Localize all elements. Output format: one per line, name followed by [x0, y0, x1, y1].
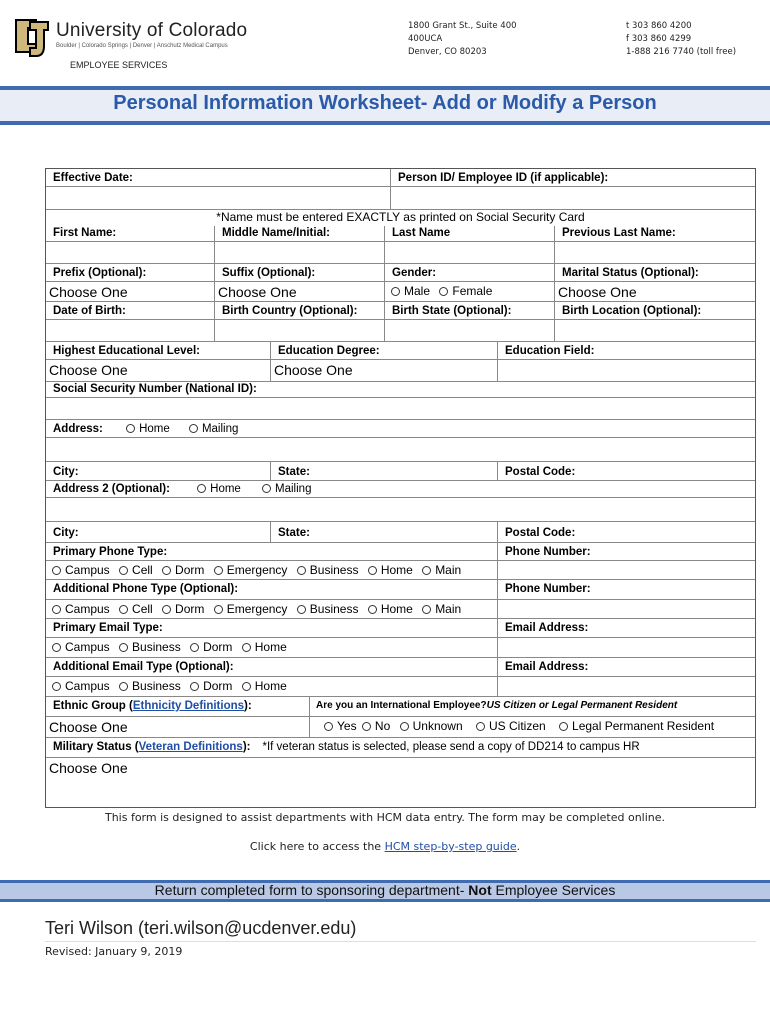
lpr-radio[interactable]: [559, 722, 568, 731]
department-name: EMPLOYEE SERVICES: [70, 60, 168, 70]
title-rule-bottom: [0, 121, 770, 125]
address2-mailing-radio[interactable]: [262, 484, 271, 493]
email-address-input[interactable]: [498, 638, 755, 657]
campus-list: Boulder | Colorado Springs | Denver | Anschutz Medical Campus: [56, 43, 228, 49]
suffix-label: Suffix (Optional):: [215, 264, 385, 281]
option-label: Home: [254, 640, 287, 654]
state-label: State:: [271, 462, 498, 480]
middle-name-input[interactable]: [215, 242, 385, 263]
ethnic-group-close: ):: [244, 700, 252, 712]
gender-male-label: Male: [404, 284, 431, 298]
address-mailing-label: Mailing: [201, 423, 239, 435]
intl-no-label: No: [374, 719, 391, 733]
option-label: Main: [435, 563, 462, 577]
option-label: Home: [380, 563, 413, 577]
hcm-guide-link[interactable]: HCM step-by-step guide: [384, 840, 517, 853]
military-status-select[interactable]: Choose One: [49, 760, 128, 776]
primary-email-type-label: Primary Email Type:: [46, 619, 498, 637]
postal-code-label: Postal Code:: [505, 466, 576, 478]
return-text-end: Employee Services: [491, 882, 616, 898]
email-address-label: Email Address:: [505, 622, 589, 634]
phone-line: t 303 860 4200: [626, 21, 692, 31]
option-label: Campus: [65, 679, 110, 693]
address-row: [46, 420, 755, 437]
address-line: Denver, CO 80203: [408, 47, 487, 57]
option-label: Emergency: [226, 602, 288, 616]
phone-number-label: Phone Number:: [505, 546, 591, 558]
option-label: Business: [132, 640, 181, 654]
addl-email-business-radio[interactable]: [119, 682, 128, 691]
guide-note-period: .: [516, 840, 521, 853]
intl-unknown-label: Unknown: [412, 719, 463, 733]
ethnic-group-select[interactable]: Choose One: [46, 717, 310, 737]
return-bold: Not: [468, 882, 492, 898]
ethnic-group-label: [46, 697, 310, 716]
postal-code2-label: Postal Code:: [505, 527, 576, 539]
contact-numbers: [626, 20, 736, 59]
birth-location-input[interactable]: [555, 320, 755, 341]
intl-question-text: Are you an International Employee?: [316, 700, 487, 711]
education-field-input[interactable]: [498, 360, 755, 381]
phone-dorm-radio[interactable]: [162, 566, 171, 575]
revised-date: Revised: January 9, 2019: [45, 945, 183, 958]
military-status-close: ):: [242, 741, 251, 753]
veteran-definitions-link[interactable]: Veteran Definitions: [138, 741, 243, 753]
additional-email-address-input[interactable]: [498, 677, 755, 696]
intl-yes-radio[interactable]: [324, 722, 333, 731]
form-description: This form is designed to assist departments with HCM data entry. The form may be completed online.: [104, 811, 666, 824]
email-home-radio[interactable]: [242, 643, 251, 652]
option-label: Home: [380, 602, 413, 616]
ssn-input[interactable]: [46, 398, 755, 419]
addl-email-campus-radio[interactable]: [52, 682, 61, 691]
option-label: Dorm: [203, 679, 233, 693]
highest-education-select[interactable]: Choose One: [46, 360, 271, 381]
first-name-label: First Name:: [46, 226, 215, 241]
option-label: Business: [309, 563, 359, 577]
primary-email-type-group: [46, 638, 498, 657]
option-label: Campus: [65, 563, 110, 577]
international-question: [310, 697, 755, 716]
military-status-row: [46, 738, 755, 757]
phone-business-radio[interactable]: [297, 566, 306, 575]
us-citizen-radio[interactable]: [476, 722, 485, 731]
suffix-select[interactable]: Choose One: [215, 282, 385, 301]
first-name-input[interactable]: [46, 242, 215, 263]
addl-phone-dorm-radio[interactable]: [162, 605, 171, 614]
additional-email-address-label: Email Address:: [505, 661, 589, 673]
university-name: University of Colorado: [56, 20, 248, 41]
dob-input[interactable]: [46, 320, 215, 341]
name-note: *Name must be entered EXACTLY as printed on Social Security Card: [216, 210, 585, 224]
address-home-radio[interactable]: [126, 424, 135, 433]
email-business-radio[interactable]: [119, 643, 128, 652]
addl-phone-home-radio[interactable]: [368, 605, 377, 614]
previous-last-name-input[interactable]: [555, 242, 755, 263]
us-citizen-label: US Citizen: [488, 719, 546, 733]
primary-phone-type-label: Primary Phone Type:: [46, 543, 498, 560]
divider: [45, 941, 756, 942]
page-title: Personal Information Worksheet- Add or Modify a Person: [113, 92, 657, 114]
gender-male-radio[interactable]: [391, 287, 400, 296]
email-campus-radio[interactable]: [52, 643, 61, 652]
gender-label: Gender:: [385, 264, 555, 281]
guide-note-text: Click here to access the: [249, 840, 385, 853]
return-text: Return completed form to sponsoring department-: [154, 882, 469, 898]
military-status-label: Military Status (: [53, 741, 139, 753]
address2-home-label: Home: [210, 483, 241, 495]
middle-name-label: Middle Name/Initial:: [215, 226, 385, 241]
address2-mailing-label: Mailing: [275, 483, 312, 495]
additional-email-type-group: [46, 677, 498, 696]
option-label: Campus: [65, 602, 110, 616]
primary-phone-type-group: [46, 561, 498, 579]
effective-date-input[interactable]: [46, 187, 391, 209]
birth-location-label: Birth Location (Optional):: [562, 305, 702, 317]
ethnic-group-text: Ethnic Group (: [53, 700, 133, 712]
prefix-select[interactable]: Choose One: [46, 282, 215, 301]
option-label: Dorm: [175, 563, 205, 577]
state2-label: State:: [271, 522, 498, 542]
addl-email-dorm-radio[interactable]: [190, 682, 199, 691]
tollfree-line: 1-888 216 7740 (toll free): [626, 47, 737, 57]
fax-line: f 303 860 4299: [626, 34, 692, 44]
phone-home-radio[interactable]: [368, 566, 377, 575]
additional-phone-number-label: Phone Number:: [505, 583, 591, 595]
addl-phone-campus-radio[interactable]: [52, 605, 61, 614]
option-label: Business: [132, 679, 181, 693]
additional-email-type-label: Additional Email Type (Optional):: [46, 658, 498, 676]
option-label: Cell: [132, 563, 153, 577]
option-label: Campus: [65, 640, 110, 654]
addl-phone-main-radio[interactable]: [422, 605, 431, 614]
option-label: Dorm: [175, 602, 205, 616]
email-dorm-radio[interactable]: [190, 643, 199, 652]
address-line: 400UCA: [408, 34, 443, 44]
addl-phone-emergency-radio[interactable]: [214, 605, 223, 614]
birth-country-label: Birth Country (Optional):: [215, 302, 385, 319]
gender-female-label: Female: [452, 284, 493, 298]
addl-email-home-radio[interactable]: [242, 682, 251, 691]
previous-last-name-label: Previous Last Name:: [562, 227, 676, 239]
option-label: Cell: [132, 602, 153, 616]
prefix-label: Prefix (Optional):: [46, 264, 215, 281]
dob-label: Date of Birth:: [46, 302, 215, 319]
address2-home-radio[interactable]: [197, 484, 206, 493]
additional-phone-number-input[interactable]: [498, 600, 755, 618]
intl-italic-text: US Citizen or Legal Permanent Resident: [486, 700, 678, 711]
birth-country-input[interactable]: [215, 320, 385, 341]
gender-female-radio[interactable]: [439, 287, 448, 296]
phone-cell-radio[interactable]: [119, 566, 128, 575]
intl-no-radio[interactable]: [362, 722, 371, 731]
education-field-label: Education Field:: [505, 345, 595, 357]
last-name-label: Last Name: [385, 226, 555, 241]
effective-date-label: Effective Date:: [46, 169, 391, 186]
address-line: 1800 Grant St., Suite 400: [408, 21, 517, 31]
person-id-label: Person ID/ Employee ID (if applicable):: [398, 172, 609, 184]
address-mailing-radio[interactable]: [189, 424, 198, 433]
address2-row: [46, 481, 755, 497]
option-label: Emergency: [226, 563, 288, 577]
address2-label: Address 2 (Optional):: [53, 483, 170, 495]
option-label: Main: [435, 602, 462, 616]
phone-main-radio[interactable]: [422, 566, 431, 575]
mailing-address: [408, 20, 517, 59]
education-degree-select[interactable]: Choose One: [271, 360, 498, 381]
veteran-note: *If veteran status is selected, please send a copy of DD214 to campus HR: [262, 741, 640, 753]
gender-radio-group: [385, 282, 555, 301]
addl-phone-cell-radio[interactable]: [119, 605, 128, 614]
ethnicity-definitions-link[interactable]: Ethnicity Definitions: [132, 700, 245, 712]
option-label: Business: [309, 602, 359, 616]
marital-status-label: Marital Status (Optional):: [562, 267, 699, 279]
birth-state-input[interactable]: [385, 320, 555, 341]
address-label: Address:: [53, 423, 103, 435]
additional-phone-type-label: Additional Phone Type (Optional):: [46, 580, 498, 599]
person-form: [45, 168, 756, 808]
return-instructions: [0, 882, 770, 898]
phone-campus-radio[interactable]: [52, 566, 61, 575]
ssn-label: Social Security Number (National ID):: [53, 383, 257, 395]
lpr-label: Legal Permanent Resident: [572, 719, 715, 733]
phone-number-input[interactable]: [498, 561, 755, 579]
address-input[interactable]: [46, 438, 755, 461]
phone-emergency-radio[interactable]: [214, 566, 223, 575]
address2-input[interactable]: [46, 498, 755, 521]
person-id-input[interactable]: [391, 187, 755, 209]
international-radio-group: [310, 717, 755, 737]
option-label: Dorm: [203, 640, 233, 654]
birth-state-label: Birth State (Optional):: [385, 302, 555, 319]
highest-education-label: Highest Educational Level:: [46, 342, 271, 359]
guide-note: [0, 840, 770, 853]
additional-phone-type-group: [46, 600, 498, 618]
contact-person: Teri Wilson (teri.wilson@ucdenver.edu): [45, 918, 357, 938]
education-degree-label: Education Degree:: [271, 342, 498, 359]
city2-label: City:: [46, 522, 271, 542]
marital-status-select[interactable]: Choose One: [558, 284, 637, 300]
last-name-input[interactable]: [385, 242, 555, 263]
option-label: Home: [254, 679, 287, 693]
intl-unknown-radio[interactable]: [400, 722, 409, 731]
city-label: City:: [46, 462, 271, 480]
addl-phone-business-radio[interactable]: [297, 605, 306, 614]
intl-yes-label: Yes: [337, 719, 357, 733]
cu-logo-icon: [14, 14, 50, 58]
address-home-label: Home: [139, 423, 170, 435]
